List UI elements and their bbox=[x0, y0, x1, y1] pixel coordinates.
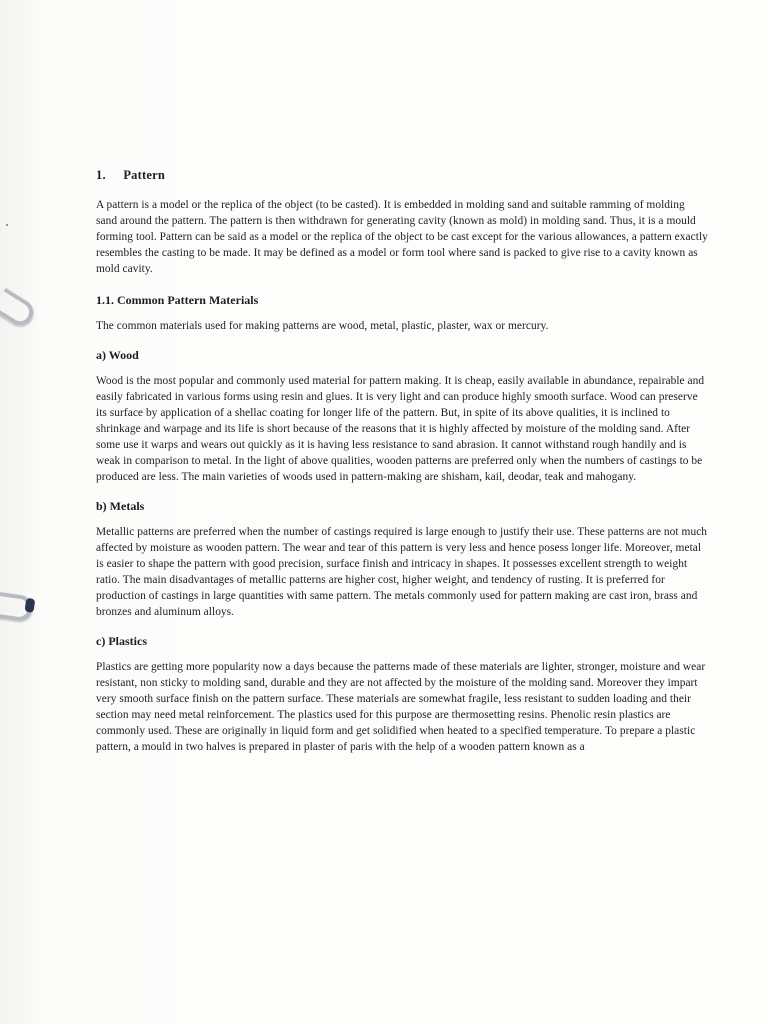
materials-intro-paragraph: The common materials used for making patterns are wood, metal, plastic, plaster, wax or mercury. bbox=[96, 320, 549, 332]
wood-paragraph: Wood is the most popular and commonly used material for pattern making. It is cheap, easily available in abundance, repairable and easily fabricated in various forms using resin and glues. It is very light and can produce highly smooth surface. Wood can preserve its surface by application of a shellac coating for longer life of the pattern. But, in spite of its above qualities, it is inclined to shrinkage and warpage and its life is short because of the reasons that it is highly affected by moisture of the molding sand. After some use it warps and wears out quickly as it is having less resistance to sand abrasion. It cannot withstand rough handily and is weak in comparison to metal. In the light of above qualities, wooden patterns are preferred only when the numbers of castings to be produced are less. The main varieties of woods used in pattern-making are shisham, kail, deodar, teak and mahogany. bbox=[96, 375, 705, 483]
document-body bbox=[96, 168, 708, 769]
wood-heading: a) Wood bbox=[96, 348, 139, 362]
section-title: Pattern bbox=[123, 168, 165, 182]
scan-speck bbox=[6, 224, 8, 226]
plastics-heading: c) Plastics bbox=[96, 634, 147, 648]
section-heading bbox=[96, 168, 708, 183]
section-number: 1. bbox=[96, 168, 106, 182]
metals-heading: b) Metals bbox=[96, 499, 145, 513]
metals-paragraph: Metallic patterns are preferred when the number of castings required is large enough to justify their use. These patterns are not much affected by moisture as wooden pattern. The wear and tear of this pattern is very less and hence posess longer life. Moreover, metal is easier to shape the pattern with good precision, surface finish and intricacy in shapes. It possesses excellent strength to weight ratio. The main disadvantages of metallic patterns are higher cost, higher weight, and tendency of rusting. It is preferred for production of castings in large quantities with same pattern. The metals commonly used for pattern making are cast iron, brass and bronzes and aluminum alloys. bbox=[96, 526, 708, 618]
pattern-definition-paragraph: A pattern is a model or the replica of the object (to be casted). It is embedded in molding sand and suitable ramming of molding sand around the pattern. The pattern is then withdrawn for generating cavity (known as mold) in molding sand. Thus, it is a mould forming tool. Pattern can be said as a model or the replica of the object to be cast except for the various allowances, a pattern exactly resembles the casting to be made. It may be defined as a model or form tool where sand is packed to give rise to a cavity known as mold cavity. bbox=[96, 199, 708, 275]
plastics-paragraph: Plastics are getting more popularity now a days because the patterns made of these materials are lighter, stronger, moisture and wear resistant, non sticky to molding sand, durable and they are not affected by the moisture of the molding sand. Moreover they impart very smooth surface finish on the pattern surface. These materials are somewhat fragile, less resistant to sudden loading and their section may need metal reinforcement. The plastics used for this purpose are thermosetting resins. Phenolic resin plastics are commonly used. These are originally in liquid form and get solidified when heated to a specified temperature. To prepare a plastic pattern, a mould in two halves is prepared in plaster of paris with the help of a wooden pattern known as a bbox=[96, 661, 706, 753]
subsection-heading: 1.1. Common Pattern Materials bbox=[96, 293, 259, 307]
